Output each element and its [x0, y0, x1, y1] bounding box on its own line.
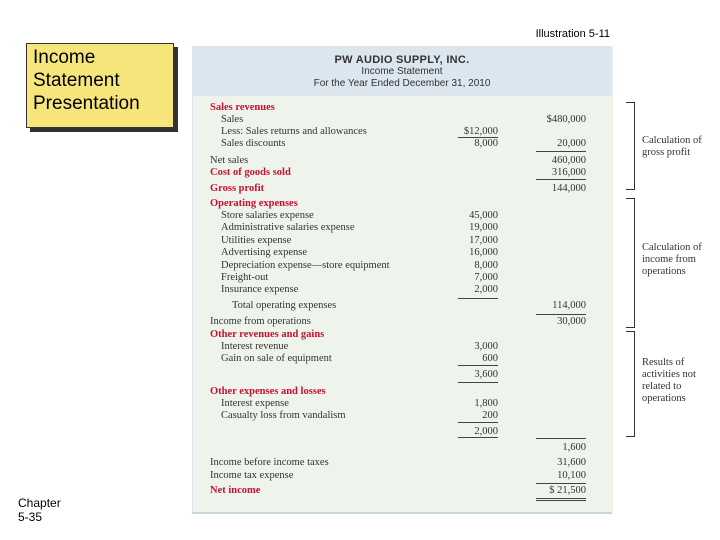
row-label: Depreciation expense—store equipment: [221, 260, 390, 271]
slide-title-line-3: Presentation: [33, 93, 140, 114]
row-amount-detail: 7,000: [474, 272, 498, 283]
row-amount-total: 144,000: [551, 183, 586, 194]
statement-row: [0, 341, 720, 353]
statement-row: [0, 470, 720, 482]
sum-underline: [536, 500, 586, 501]
row-amount-detail: 8,000: [474, 138, 498, 149]
row-amount-detail: 3,600: [474, 369, 498, 380]
slide-title-line-2: Statement: [33, 70, 120, 91]
row-amount-detail: 1,800: [474, 398, 498, 409]
statement-row: [0, 284, 720, 296]
row-label: Net income: [210, 485, 261, 496]
row-amount-detail: 2,000: [474, 284, 498, 295]
statement-row: [0, 457, 720, 469]
row-label: Insurance expense: [221, 284, 299, 295]
row-amount-total: 114,000: [552, 300, 586, 311]
statement-header: [192, 46, 612, 96]
row-amount-total: 20,000: [557, 138, 586, 149]
statement-row: [0, 138, 720, 150]
row-label: Other revenues and gains: [210, 329, 325, 340]
annotation-line: related to: [642, 381, 682, 392]
sum-underline: [458, 137, 498, 138]
statement-row: [0, 398, 720, 410]
row-label: Store salaries expense: [221, 210, 314, 221]
row-amount-detail: 16,000: [469, 247, 498, 258]
row-amount-total: 316,000: [551, 167, 586, 178]
row-amount-detail: 8,000: [474, 260, 498, 271]
row-label: Casualty loss from vandalism: [221, 410, 346, 421]
chapter-label: [18, 496, 61, 524]
statement-row: [0, 260, 720, 272]
row-amount-total: 31,600: [557, 457, 586, 468]
chapter-text: Chapter: [18, 496, 61, 510]
row-label: Gain on sale of equipment: [221, 353, 332, 364]
row-label: Freight-out: [221, 272, 269, 283]
row-label: Income before income taxes: [210, 457, 329, 468]
sum-underline: [536, 498, 586, 499]
row-amount-total: $ 21,500: [549, 485, 586, 496]
sum-underline: [536, 179, 586, 180]
row-amount-detail: 600: [482, 353, 498, 364]
row-label: Interest revenue: [221, 341, 289, 352]
statement-row: [0, 386, 720, 398]
annotation-line: income from: [642, 254, 696, 265]
row-amount-total: $480,000: [546, 114, 586, 125]
chapter-page: 5-35: [18, 510, 43, 524]
statement-row: [0, 102, 720, 114]
illustration-label: Illustration 5-11: [535, 28, 610, 40]
slide-title-line-1: Income: [33, 47, 96, 68]
statement-bottom-rule: [192, 512, 612, 514]
row-amount-detail: $12,000: [463, 126, 498, 137]
annotation-operations: [642, 242, 717, 278]
sum-underline: [458, 365, 498, 366]
row-label: Sales: [221, 114, 244, 125]
statement-period: For the Year Ended December 31, 2010: [313, 78, 491, 89]
row-label: Cost of goods sold: [210, 167, 291, 178]
row-label: Advertising expense: [221, 247, 308, 258]
row-label: Interest expense: [221, 398, 289, 409]
sum-underline: [536, 438, 586, 439]
bracket-operations: [626, 198, 635, 328]
statement-row: [0, 247, 720, 259]
row-label: Net sales: [210, 155, 249, 166]
row-label: Other expenses and losses: [210, 386, 326, 397]
statement-row: [0, 198, 720, 210]
annotation-line: Calculation of: [642, 242, 702, 253]
row-amount-detail: 2,000: [474, 426, 498, 437]
annotation-line: Calculation of: [642, 135, 702, 146]
annotation-line: operations: [642, 266, 686, 277]
annotation-line: operations: [642, 393, 686, 404]
sum-underline: [536, 314, 586, 315]
row-label: Income from operations: [210, 316, 311, 327]
annotation-nonoperating: [642, 357, 717, 405]
row-amount-total: 460,000: [551, 155, 586, 166]
annotation-line: gross profit: [642, 147, 691, 158]
row-label: Sales revenues: [210, 102, 275, 113]
bracket-nonoperating: [626, 331, 635, 437]
statement-row: [0, 114, 720, 126]
statement-row: [0, 126, 720, 138]
annotation-line: activities not: [642, 369, 696, 380]
row-label: Sales discounts: [221, 138, 286, 149]
row-label: Administrative salaries expense: [221, 222, 355, 233]
statement-row: [0, 485, 720, 497]
row-label: Total operating expenses: [232, 300, 337, 311]
statement-row: [0, 353, 720, 365]
row-amount-total: 1,600: [562, 442, 586, 453]
row-label: Income tax expense: [210, 470, 294, 481]
statement-row: [0, 272, 720, 284]
statement-row: [0, 426, 720, 438]
sum-underline: [458, 437, 498, 438]
bracket-gross-profit: [626, 102, 635, 190]
statement-row: [0, 369, 720, 381]
sum-underline: [458, 382, 498, 383]
row-label: Utilities expense: [221, 235, 292, 246]
sum-underline: [536, 483, 586, 484]
row-amount-detail: 17,000: [469, 235, 498, 246]
statement-row: [0, 210, 720, 222]
row-amount-detail: 45,000: [469, 210, 498, 221]
row-amount-total: 30,000: [557, 316, 586, 327]
annotation-line: Results of: [642, 357, 685, 368]
statement-row: [0, 155, 720, 167]
row-amount-detail: 3,000: [474, 341, 498, 352]
statement-row: [0, 235, 720, 247]
sum-underline: [458, 422, 498, 423]
row-amount-detail: 19,000: [469, 222, 498, 233]
sum-underline: [458, 298, 498, 299]
row-amount-detail: 200: [482, 410, 498, 421]
company-name: PW AUDIO SUPPLY, INC.: [334, 54, 470, 66]
statement-row: [0, 183, 720, 195]
row-label: Gross profit: [210, 183, 265, 194]
statement-row: [0, 316, 720, 328]
statement-row: [0, 442, 720, 454]
statement-row: [0, 222, 720, 234]
row-label: Less: Sales returns and allowances: [221, 126, 367, 137]
statement-row: [0, 329, 720, 341]
statement-row: [0, 410, 720, 422]
statement-title: Income Statement: [361, 66, 443, 77]
annotation-gross-profit: [642, 135, 717, 159]
row-amount-total: 10,100: [557, 470, 586, 481]
statement-row: [0, 300, 720, 312]
row-label: Operating expenses: [210, 198, 298, 209]
statement-row: [0, 167, 720, 179]
sum-underline: [536, 151, 586, 152]
